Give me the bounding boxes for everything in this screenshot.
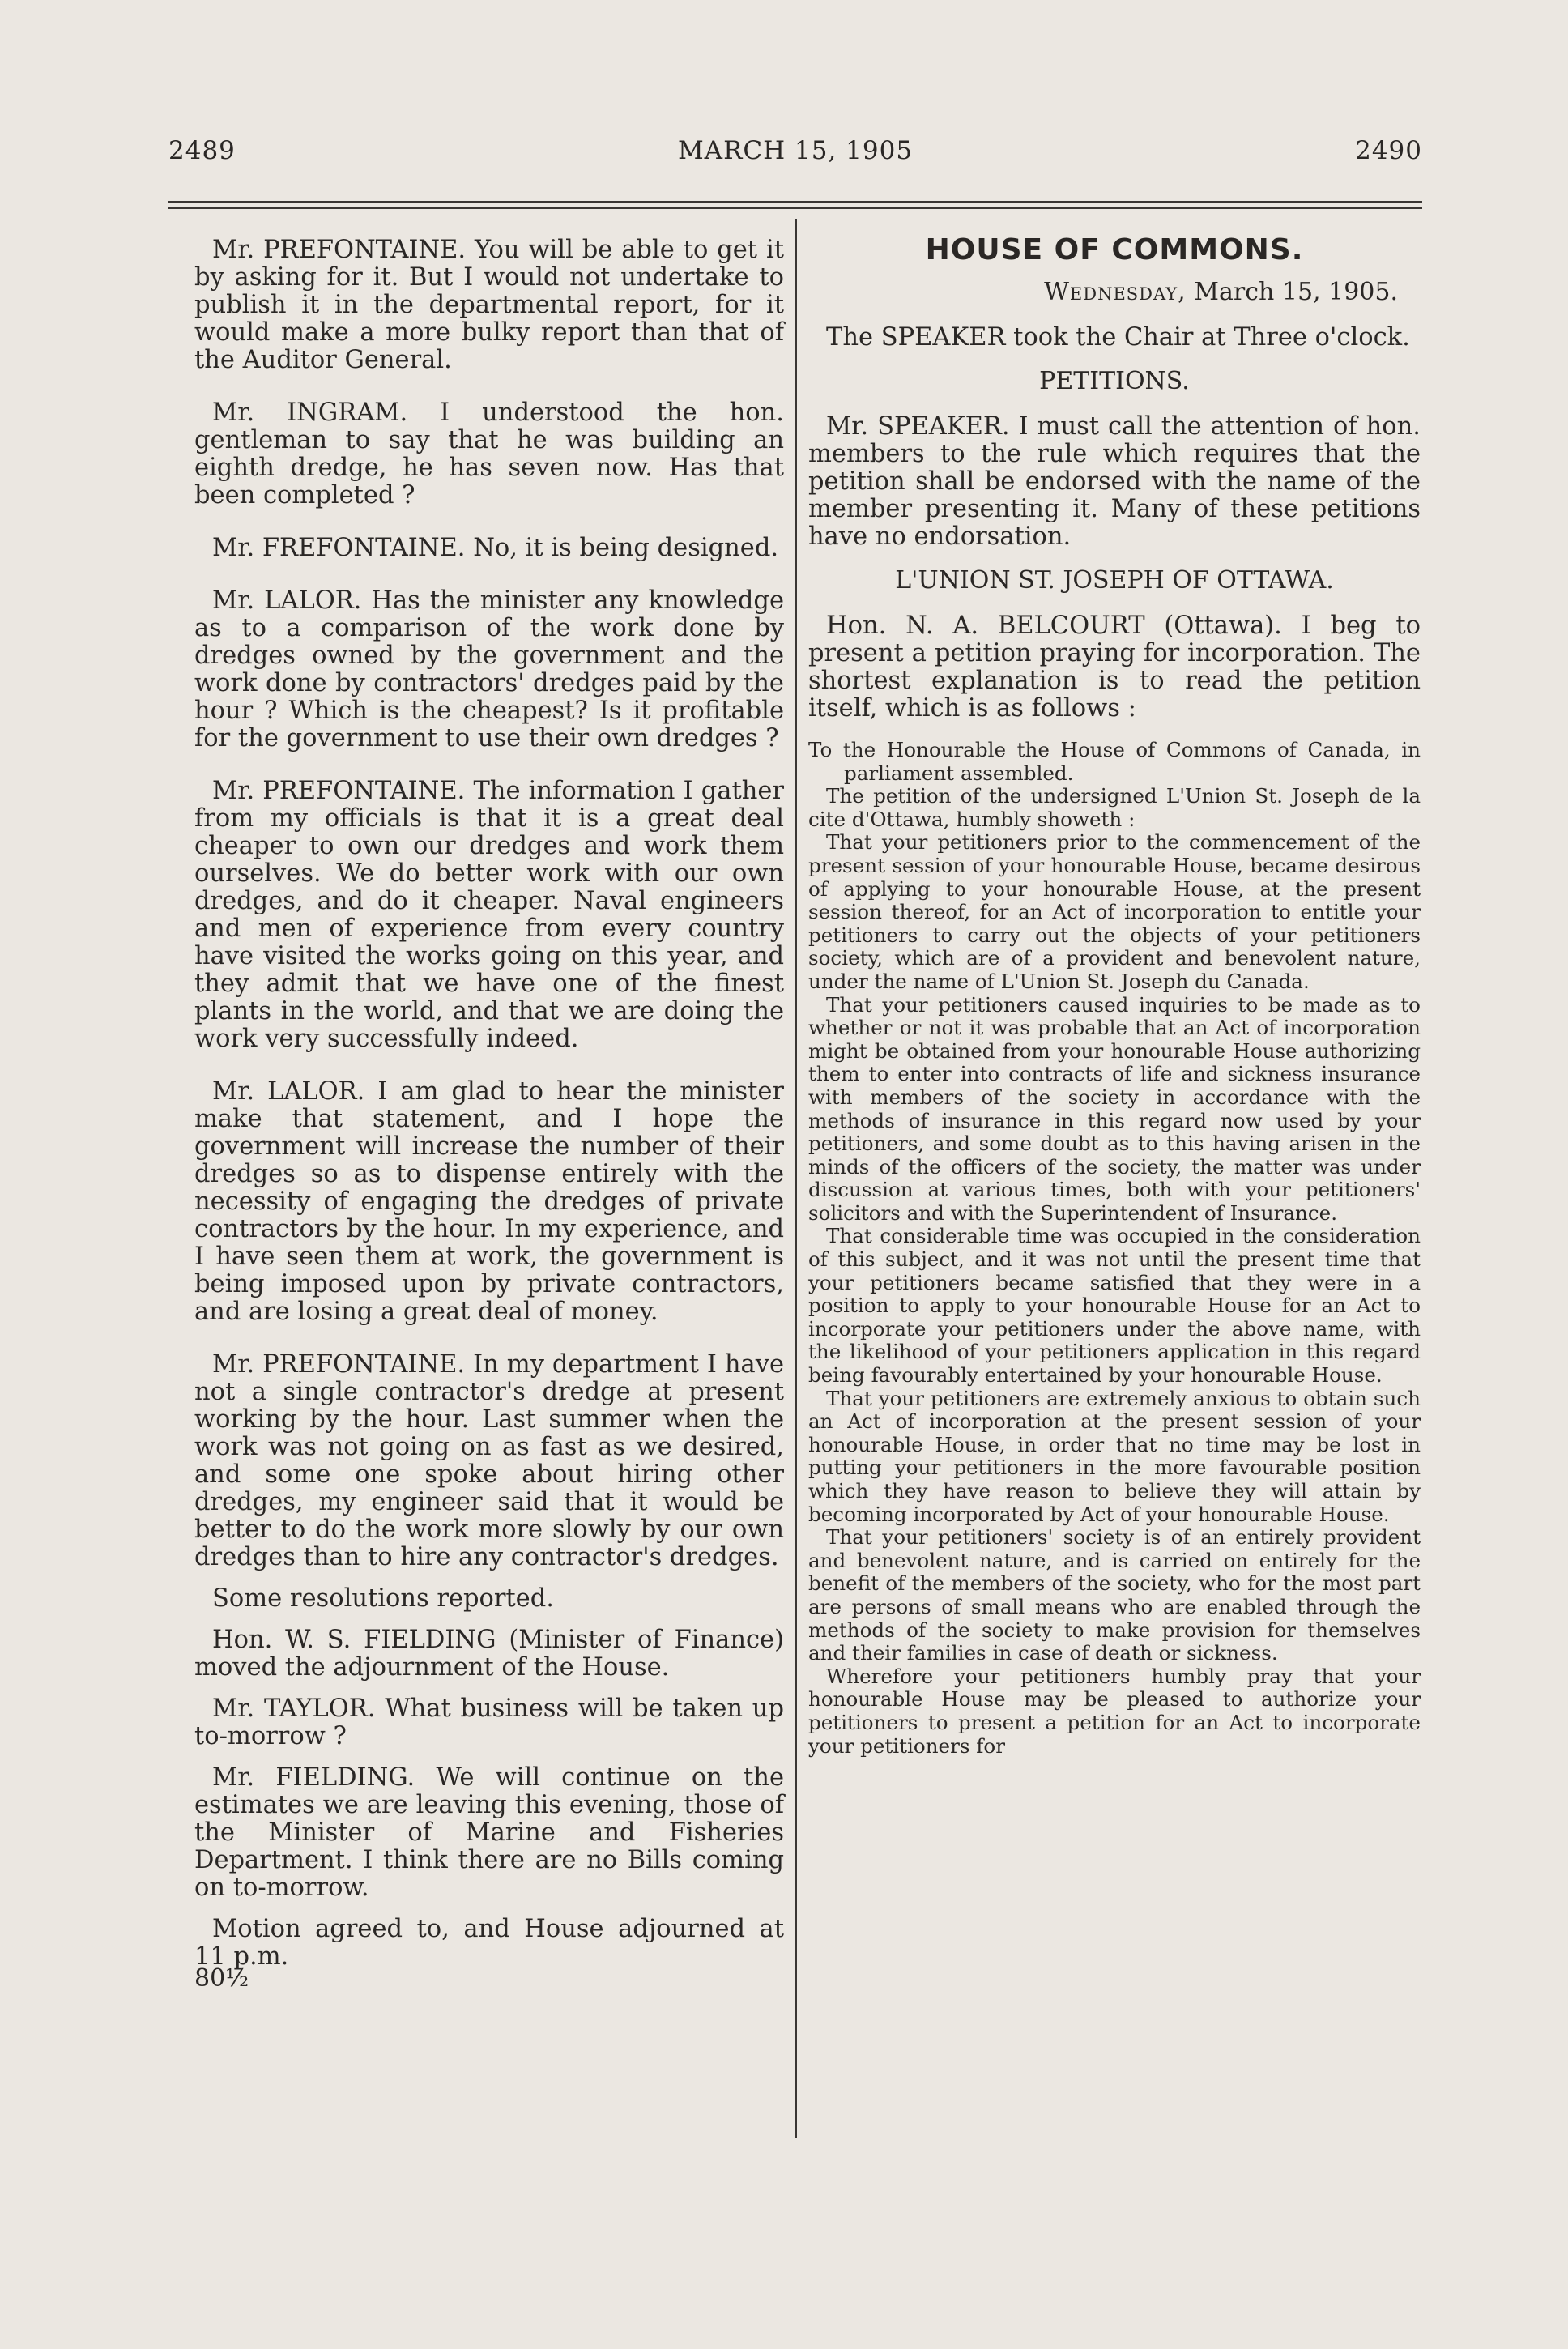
- speech-text: Some resolutions reported.: [212, 1584, 554, 1613]
- speaker-name: Mr. FIELDING.: [212, 1763, 415, 1792]
- speaker-name: Mr. TAYLOR.: [212, 1695, 376, 1723]
- petition-address: [808, 739, 1421, 785]
- page-number-left: 2489: [168, 136, 236, 165]
- speaker-name: Mr. PREFONTAINE.: [212, 777, 466, 805]
- petition-address-text: To the Honourable the House of Commons of Canada, in parliament assembled.: [808, 738, 1421, 785]
- speech-text: Has the minister any knowledge as to a comparison of the work done by dredges owned by the government and the work done by contractors' dredges paid by the hour ? Which is the cheapest? Is it profitable for the government to use their own dredges ?: [194, 586, 784, 752]
- speaker-name: Mr. PREFONTAINE.: [212, 1350, 466, 1379]
- debate-paragraph: [194, 1764, 784, 1902]
- petition-paragraph: That your petitioners prior to the commencement of the present session of your honourable House, became desirous of applying to your honourable House, at the present session thereof, for an Act of incorporation to entitle your petitioners to carry out the objects of your petitioners society, which are of a provident and benevolent nature, under the name of L'Union St. Joseph du Canada.: [808, 830, 1421, 993]
- debate-paragraph: [194, 237, 784, 374]
- petitions-heading: PETITIONS.: [1039, 367, 1190, 395]
- petition-paragraph: Wherefore your petitioners humbly pray that your honourable House may be pleased to authorize your petitioners to present a petition for an Act to incorporate your petitioners for: [808, 1664, 1421, 1758]
- debate-paragraph: [194, 1078, 784, 1326]
- speech-text: Motion agreed to, and House adjourned at 11 p.m.: [194, 1915, 784, 1971]
- petition-paragraph: That your petitioners' society is of an entirely provident and benevolent nature, and is carried on entirely for the benefit of the members of the society, who for the most part are persons of small means who are enabled through the methods of the society to make provision for themselves and their families in case of death or sickness.: [808, 1525, 1421, 1665]
- speech-text: You will be able to get it by asking for it. But I would not undertake to publish it in the departmental report, for it would make a more bulky report than that of the Auditor General.: [194, 236, 785, 374]
- sitting-dateline: [808, 279, 1421, 306]
- dateline-date: March 15, 1905.: [1194, 278, 1398, 306]
- speaker-name: Mr. LALOR.: [212, 1077, 365, 1106]
- debate-paragraph: [194, 1695, 784, 1750]
- page-date: MARCH 15, 1905: [677, 136, 914, 165]
- debate-paragraph: [194, 587, 784, 752]
- section-title: HOUSE OF COMMONS.: [925, 233, 1304, 266]
- speech-text: No, it is being designed.: [473, 534, 779, 562]
- petition-paragraph: That your petitioners caused inquiries to be made as to whether or not it was probable that an Act of incorporation might be obtained from your honourable House authorizing them to enter into contracts of life and sickness insurance with members of the society in accordance with the methods of insurance in this regard now used by your petitioners, and some doubt as to this having arisen in the minds of the officers of the society, the matter was under discussion at various times, both with your petitioners' solicitors and with the Superintendent of Insurance.: [808, 992, 1421, 1225]
- debate-paragraph: [194, 399, 784, 509]
- petition-paragraph: That your petitioners are extremely anxious to obtain such an Act of incorporation at the present session of your honourable House, in order that no time may be lost in putting your petitioners in the more favourable position which they have reason to believe they will attain by becoming incorporated by Act of your honourable House.: [808, 1386, 1421, 1526]
- debate-paragraph: [194, 535, 784, 562]
- proceedings-note: [194, 1916, 784, 1971]
- union-heading: L'UNION ST. JOSEPH OF OTTAWA.: [895, 566, 1334, 595]
- speech-text: The information I gather from my officials is that it is a great deal cheaper to own our dredges and work them ourselves. We do better work with our own dredges, and do it cheaper. Naval engineers and men of experience from every country have visited the works going on this year, and they admit that we have one of the finest plants in the world, and that we are doing the work very successfully indeed.: [194, 777, 784, 1053]
- speech-text: We will continue on the estimates we are leaving this evening, those of the Minister of Marine and Fisheries Department. I think there are no Bills coming on to-morrow.: [194, 1763, 784, 1902]
- page-number-right: 2490: [1355, 136, 1422, 165]
- header-rule-bottom: [168, 207, 1422, 209]
- speech-text: (Minister of Finance) moved the adjournment of the House.: [194, 1626, 784, 1682]
- speech-text: I understood the hon. gentleman to say that he was building an eighth dredge, he has seven now. Has that been completed ?: [194, 399, 785, 509]
- page-header: [168, 136, 1422, 177]
- debate-paragraph: [194, 1351, 784, 1571]
- left-column: [194, 237, 784, 2018]
- column-divider: [795, 219, 797, 2138]
- speaker-name: Mr. FREFONTAINE.: [212, 534, 466, 562]
- belcourt-statement: Hon. N. A. BELCOURT (Ottawa). I beg to present a petition praying for incorporation. The shortest explanation is to read the petition itself, which is as follows :: [808, 612, 1421, 723]
- speaker-name: Mr. INGRAM.: [212, 399, 408, 427]
- debate-paragraph: [194, 1626, 784, 1682]
- debate-paragraph: [194, 778, 784, 1053]
- petition-paragraph: The petition of the undersigned L'Union St. Joseph de la cite d'Ottawa, humbly showeth :: [808, 784, 1421, 831]
- speech-text: I am glad to hear the minister make that statement, and I hope the government will increase the number of their dredges so as to dispense entirely with the necessity of engaging the dredges of private contractors by the hour. In my experience, and I have seen them at work, the government is being imposed upon by private contractors, and are losing a great deal of money.: [194, 1077, 784, 1326]
- speaker-remark: Mr. SPEAKER. I must call the attention of hon. members to the rule which requires that the petition shall be endorsed with the name of the member presenting it. Many of these petitions have no endorsation.: [808, 412, 1421, 551]
- speech-text: In my department I have not a single contractor's dredge at present working by the hour. Last summer when the work was not going on as fast as we desired, and some one spoke about hiring other dredges, my engineer said that it would be better to do the work more slowly by our own dredges than to hire any contractor's dredges.: [194, 1350, 784, 1571]
- right-column: [808, 233, 1421, 1758]
- speaker-name: Hon. W. S. FIELDING: [212, 1626, 496, 1654]
- speaker-name: Mr. LALOR.: [212, 586, 362, 615]
- speaker-name: Mr. PREFONTAINE.: [212, 236, 467, 264]
- signature-mark: 80½: [194, 1964, 249, 1993]
- header-rule-top: [168, 201, 1422, 202]
- dateline-day: Wednesday,: [1044, 278, 1187, 306]
- petition-paragraph: That considerable time was occupied in the consideration of this subject, and it was not until the present time that your petitioners became satisfied that they were in a position to apply to your honourable House for an Act to incorporate your petitioners under the above name, with the likelihood of your petitioners application in this regard being favourably entertained by your honourable House.: [808, 1224, 1421, 1388]
- speaker-took-chair: The SPEAKER took the Chair at Three o'clock.: [826, 323, 1410, 352]
- proceedings-note: [194, 1585, 784, 1613]
- speech-text: What business will be taken up to-morrow ?: [194, 1695, 784, 1750]
